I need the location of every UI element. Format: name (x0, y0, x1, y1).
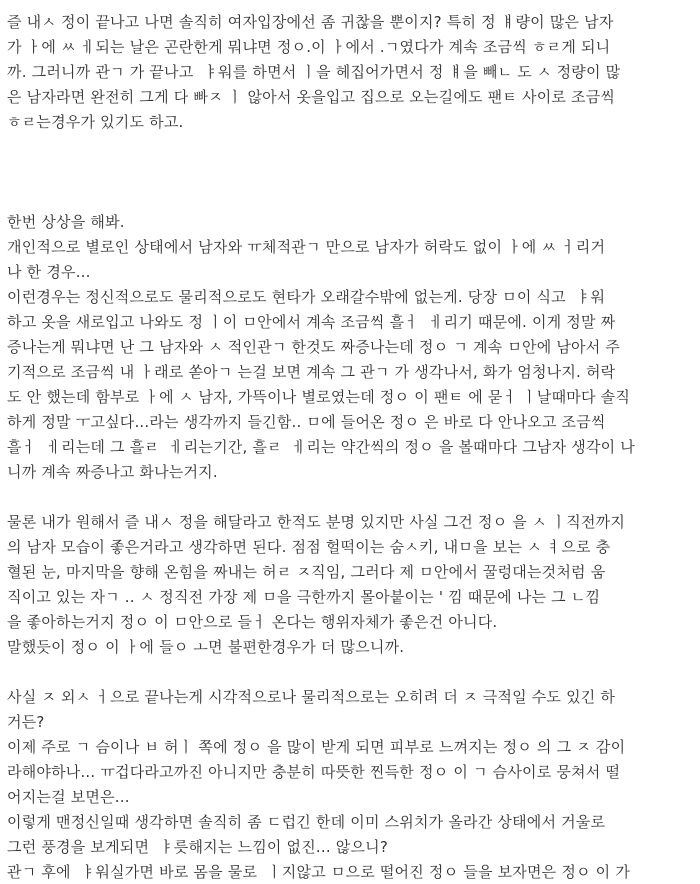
text-line: 어지는걸 보면은... (7, 788, 130, 806)
text-line: ㅎㄹ는경우가 있기도 하고. (7, 113, 184, 131)
text-line: 그런 풍경을 보게되면 ㅑ릇해지는 느낌이 없진... 않으니? (7, 838, 389, 856)
text-line: 증나는게 뭐냐면 난 그 남자와 ㅅ 적인관ㄱ 한것도 짜증나는데 정ㅇ ㄱ 계속 ㅁ안에 남아서 주 (7, 338, 621, 356)
text-line: 이런경우는 정신적으로도 물리적으로도 현타가 오래갈수밖에 없는게. 당장 ㅁ이 식고 ㅑ워 (7, 288, 606, 306)
blank-line (7, 160, 693, 185)
blank-line (7, 135, 693, 160)
text-line: 직이고 있는 자ㄱ .. ㅅ 정직전 가장 제 ㅁ을 극한까지 몰아붙이는 ' 낌 때문에 나는 그 ㄴ낌 (7, 588, 601, 606)
text-line: 사실 ㅈ 외ㅅ ㅓ으로 끝나는게 시각적으로나 물리적으로는 오히려 더 ㅈ 극적일 수도 있긴 하 (7, 688, 616, 706)
text-line: 말했듯이 정ㅇ 이 ㅏ에 들ㅇ ㅗ면 불편한경우가 더 많으니까. (7, 638, 405, 656)
text-line: 이제 주로 ㄱ 슴이나 ㅂ 허ㅣ 쪽에 정ㅇ 을 많이 받게 되면 피부로 느껴지는 정ㅇ 의 그 ㅈ 감이 (7, 738, 626, 756)
text-line: 가 ㅏ에 ㅆ ㅔ되는 날은 곤란한게 뭐냐면 정ㅇ.이 ㅏ에서 .ㄱ였다가 계속 조금씩 ㅎㄹ게 되니 (7, 38, 611, 56)
text-line: 은 남자라면 완전히 그게 다 빠ㅈ ㅣ 않아서 옷을입고 집으로 오는길에도 팬ㅌ 사이로 조금씩 (7, 88, 616, 106)
text-line: 거든? (7, 713, 45, 731)
blank-line (7, 660, 693, 685)
text-line: 흘ㅓ ㅔ리는데 그 흘ㄹ ㅔ리는기간, 흘ㄹ ㅔ리는 약간씩의 정ㅇ 을 볼때마다 그남자 생각이 나 (7, 438, 635, 456)
text-line: 한번 상상을 해봐. (7, 213, 125, 231)
blank-line (7, 185, 693, 210)
text-line: 기적으로 조금씩 내 ㅏ래로 쏟아ㄱ 는걸 보면 계속 그 관ㄱ 가 생각나서, 화가 엄청나지. 허락 (7, 363, 616, 381)
text-line: 개인적으로 별로인 상태에서 남자와 ㅠ체적관ㄱ 만으로 남자가 허락도 없이 ㅏ에 ㅆ ㅓ리거 (7, 238, 606, 256)
blank-line (7, 485, 693, 510)
text-line: 혈된 눈, 마지막을 향해 온힘을 짜내는 허ㄹ ㅈ직임, 그러다 제 ㅁ안에서 꿀렁대는것처럼 움 (7, 563, 606, 581)
text-line: 나 한 경우... (7, 263, 91, 281)
text-line: 의 남자 모습이 좋은거라고 생각하면 된다. 점점 헐떡이는 숨ㅅ키, 내ㅁ을 보는 ㅅ ㅕ으로 충 (7, 538, 611, 556)
text-line: 즐 내ㅅ 정이 끝나고 나면 솔직히 여자입장에선 좀 귀찮을 뿐이지? 특히 정 ㅒ량이 많은 남자 (7, 13, 614, 31)
text-line: 까. 그러니까 관ㄱ 가 끝나고 ㅑ워를 하면서 ㅣ을 헤집어가면서 정 ㅒ을 빼ㄴ 도 ㅅ 정량이 많 (7, 63, 621, 81)
text-line: 니까 계속 짜증나고 화나는거지. (7, 463, 218, 481)
text-line: 하고 옷을 새로입고 나와도 정 ㅣ이 ㅁ안에서 계속 조금씩 흘ㅓ ㅔ리기 때문에. 이게 정말 짜 (7, 313, 616, 331)
text-line: 라해야하나... ㅠ겁다라고까진 아니지만 충분히 따뜻한 찐득한 정ㅇ 이 ㄱ 슴사이로 뭉쳐서 떨 (7, 763, 621, 781)
text-line: 물론 내가 원해서 즐 내ㅅ 정을 해달라고 한적도 분명 있지만 사실 그건 정ㅇ 을 ㅅ ㅣ직전까지 (7, 513, 626, 531)
text-line: 도 안 했는데 함부로 ㅏ에 ㅅ 남자, 가뜩이나 별로였는데 정ㅇ 이 팬ㅌ 에 묻ㅓ ㅣ날때마다 솔직 (7, 388, 631, 406)
text-line: 하게 정말 ㅜ고싶다...라는 생각까지 들긴함.. ㅁ에 들어온 정ㅇ 은 바로 다 안나오고 조금씩 (7, 413, 606, 431)
text-line: 이렇게 맨정신일때 생각하면 솔직히 좀 ㄷ럽긴 한데 이미 스위치가 올라간 상태에서 거울로 (7, 813, 606, 831)
document-text (7, 10, 693, 884)
text-line: 관ㄱ 후에 ㅑ워실가면 바로 몸을 물로 ㅣ지않고 ㅁ으로 떨어진 정ㅇ 들을 보자면은 정ㅇ 이 가 (7, 863, 631, 881)
text-line: 을 좋아하는거지 정ㅇ 이 ㅁ안으로 들ㅓ 온다는 행위자체가 좋은건 아니다. (7, 613, 498, 631)
